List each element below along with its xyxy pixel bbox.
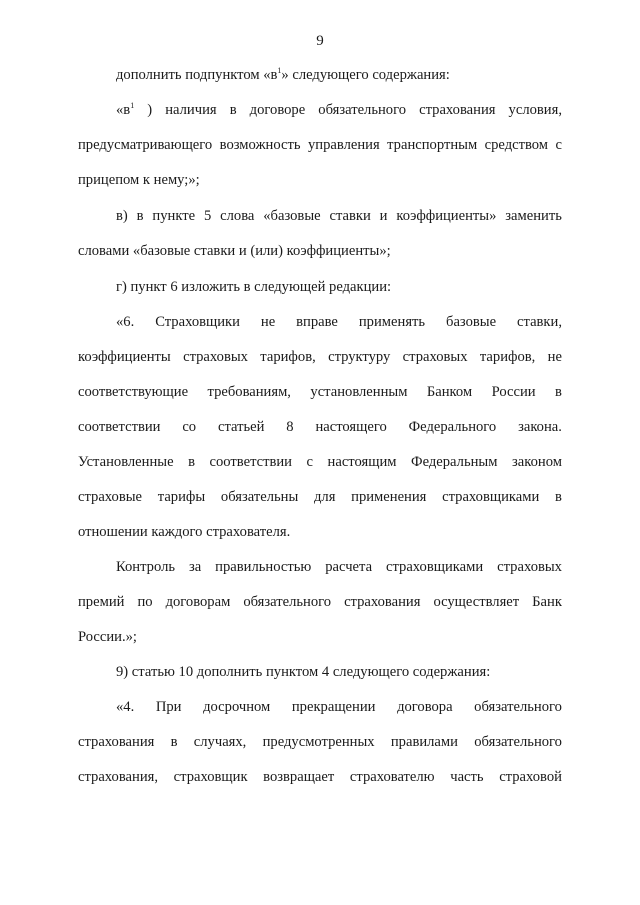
word: ставки, [517,314,562,330]
text-line [116,559,562,575]
word: ) [147,102,153,118]
word: пункте [152,208,196,224]
word: не [260,314,276,330]
text-line [78,137,562,153]
text-line [78,454,562,470]
word: обязательного [318,102,407,118]
text-line [116,208,562,224]
word: настоящего [315,419,387,435]
text-line: России.»; [78,629,137,645]
word: страхователю [349,769,435,785]
word: коэффициенты» [396,208,497,224]
word: тарифы [157,489,206,505]
text-line [78,489,562,505]
word: страхования [419,102,496,118]
word: в [555,489,562,505]
text-line [78,734,562,750]
word: обязательного [474,699,562,715]
word: установленным [310,384,408,400]
word: Федерального [408,419,497,435]
word: в [136,208,144,224]
word: настоящим [327,454,397,470]
text-line: прицепом к нему;»; [78,172,200,188]
word: обязательного [474,734,562,750]
word: для [313,489,336,505]
word: вправе [296,314,338,330]
word: договора [397,699,453,715]
word: досрочном [203,699,271,715]
word: страховых [402,349,468,365]
word: транспортным [387,137,478,153]
word: страховщик [173,769,248,785]
word: со [182,419,197,435]
word: и [379,208,388,224]
word: возможность [219,137,301,153]
word: страхования, [78,769,159,785]
word: «4. [116,699,135,715]
word: При [155,699,182,715]
word: условия, [508,102,562,118]
word: коэффициенты [78,349,171,365]
word: страхования [344,594,421,610]
word: «базовые [263,208,321,224]
word: договорам [165,594,231,610]
text-line [78,769,562,785]
word: предусматривающего [78,137,213,153]
text-line [116,314,562,330]
word: случаях, [193,734,247,750]
word: по [137,594,153,610]
word: страховой [499,769,562,785]
word: базовые [446,314,497,330]
word: управления [308,137,380,153]
word: соответствии [209,454,292,470]
word: не [547,349,562,365]
word: договоре [249,102,306,118]
word: Банк [532,594,562,610]
word: прекращении [291,699,376,715]
text-line [78,419,562,435]
word: слова [220,208,255,224]
word: соответствующие [78,384,189,400]
word: в) [116,208,128,224]
superscript: 1 [130,101,135,110]
word: «6. [116,314,135,330]
text-line: словами «базовые ставки и (или) коэффициенты»; [78,243,391,259]
text-line [78,349,562,365]
word: обязательны [220,489,299,505]
word: закона. [518,419,562,435]
word: страховых [183,349,248,365]
text-line: дополнить подпунктом «$в^1$» следующего содержания: [116,66,450,83]
word: правильностью [215,559,312,575]
word: часть [450,769,484,785]
word: за [188,559,202,575]
word: страховые [78,489,143,505]
word: правилами [390,734,458,750]
text-line: «$в^1$ ) наличия в договоре обязательного страхования условия, [116,101,562,118]
word: возвращает [263,769,335,785]
text-line [78,594,562,610]
word: России [491,384,536,400]
word: Контроль [116,559,176,575]
word: наличия [165,102,217,118]
page-number: 9 [316,33,324,49]
word: применять [358,314,426,330]
word: в [555,384,562,400]
word: статьей [217,419,265,435]
word: 8 [286,419,294,435]
word: Установленные [78,454,174,470]
word: расчета [325,559,373,575]
word: обязательного [243,594,332,610]
word: страхования [78,734,155,750]
word: осуществляет [433,594,520,610]
word: заменить [505,208,562,224]
word: структуру [328,349,391,365]
word: с [555,137,562,153]
word: 5 [203,208,212,224]
word: применения [351,489,427,505]
word: страховщиками [442,489,540,505]
word: страховых [497,559,562,575]
word: Федеральным [411,454,498,470]
word: соответствии [78,419,161,435]
text-line: 9) статью 10 дополнить пунктом 4 следующего содержания: [116,664,491,680]
text-line: отношении каждого страхователя. [78,524,291,540]
word: Страховщики [155,314,240,330]
superscript: 1 [277,66,282,75]
word: требованиям, [207,384,291,400]
word: тарифов, [479,349,536,365]
word: законом [512,454,562,470]
word: в [170,734,178,750]
word: страховщиками [386,559,484,575]
word: Банком [426,384,473,400]
word: ставки [329,208,371,224]
word: премий [78,594,125,610]
text-line [78,384,562,400]
text-line [116,699,562,715]
word: с [306,454,314,470]
word: средством [484,137,549,153]
text-line: г) пункт 6 изложить в следующей редакции: [116,279,392,295]
word: тарифов, [260,349,316,365]
word: в [229,102,237,118]
word: в [188,454,195,470]
word: предусмотренных [262,734,375,750]
